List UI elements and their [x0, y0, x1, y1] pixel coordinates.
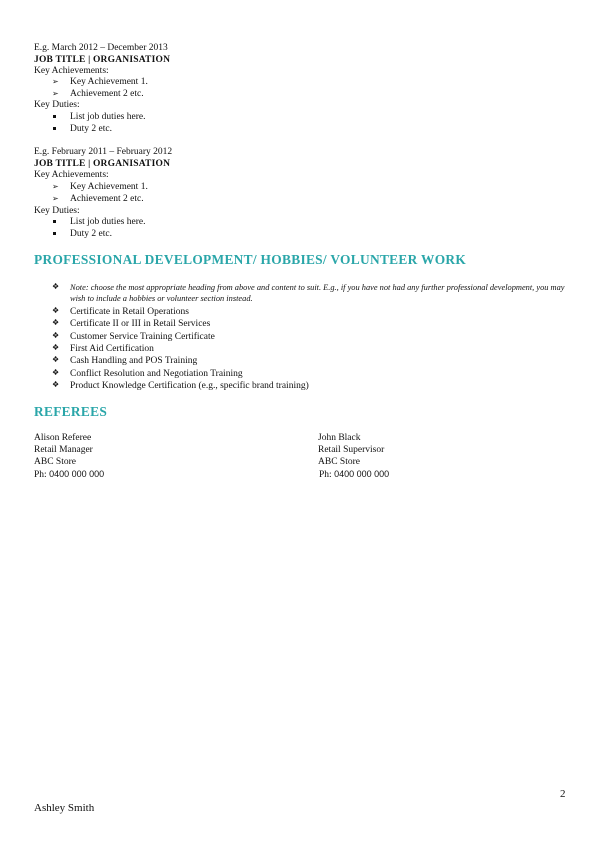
professional-note: Note: choose the most appropriate heading from above and content to suit. E.g., if you have not had any further professional development, you may wish to include a hobbies or volunteer section instead.: [70, 283, 565, 303]
job-2-achievement-2: Achievement 2 etc.: [70, 194, 144, 204]
square-bullet-icon: [53, 232, 56, 235]
job-1-achievements-label: Key Achievements:: [34, 66, 109, 76]
referee-left-name: Alison Referee: [34, 433, 92, 443]
referee-right-phone: [319, 468, 389, 481]
professional-item-7: Product Knowledge Certification (e.g., specific brand training): [70, 381, 309, 391]
job-1-duties-label: Key Duties:: [34, 100, 80, 110]
arrow-bullet-icon: ➢: [52, 77, 59, 86]
square-bullet-icon: [53, 220, 56, 223]
referee-right-company: ABC Store: [318, 457, 360, 467]
referee-left-role: Retail Manager: [34, 445, 93, 455]
referee-right-phone-number: 0400 000 000: [334, 469, 390, 479]
job-1-dates: E.g. March 2012 – December 2013: [34, 43, 168, 53]
arrow-bullet-icon: ➢: [52, 182, 59, 191]
job-1-title: JOB TITLE | ORGANISATION: [34, 55, 171, 65]
job-2-achievement-1: Key Achievement 1.: [70, 182, 148, 192]
job-1-achievement-2: Achievement 2 etc.: [70, 89, 144, 99]
diamond-bullet-icon: ❖: [52, 331, 60, 340]
professional-item-1: Certificate in Retail Operations: [70, 307, 189, 317]
professional-development-heading: PROFESSIONAL DEVELOPMENT/ HOBBIES/ VOLUNTEER WORK: [34, 252, 467, 267]
diamond-bullet-icon: ❖: [52, 282, 60, 291]
referee-left-company: ABC Store: [34, 457, 76, 467]
job-2-achievements-label: Key Achievements:: [34, 170, 109, 180]
job-1-achievement-1: Key Achievement 1.: [70, 77, 148, 87]
diamond-bullet-icon: ❖: [52, 368, 60, 377]
professional-item-2: Certificate II or III in Retail Services: [70, 319, 211, 329]
arrow-bullet-icon: ➢: [52, 194, 59, 203]
professional-item-4: First Aid Certification: [70, 344, 154, 354]
diamond-bullet-icon: ❖: [52, 380, 60, 389]
square-bullet-icon: [53, 115, 56, 118]
arrow-bullet-icon: ➢: [52, 89, 59, 98]
referee-left-phone: [34, 468, 104, 481]
job-2-title: JOB TITLE | ORGANISATION: [34, 159, 171, 169]
diamond-bullet-icon: ❖: [52, 343, 60, 352]
footer-name: Ashley Smith: [34, 802, 95, 814]
referees-heading: REFEREES: [34, 404, 108, 419]
diamond-bullet-icon: ❖: [52, 355, 60, 364]
diamond-bullet-icon: ❖: [52, 306, 60, 315]
referee-right-name: John Black: [318, 433, 361, 443]
job-1-duty-1: List job duties here.: [70, 112, 146, 122]
job-2-duty-2: Duty 2 etc.: [70, 229, 112, 239]
professional-item-6: Conflict Resolution and Negotiation Training: [70, 369, 243, 379]
page-number: 2: [560, 788, 566, 800]
square-bullet-icon: [53, 127, 56, 130]
referee-left-phone-label: Ph:: [34, 470, 47, 480]
diamond-bullet-icon: ❖: [52, 318, 60, 327]
job-2-dates: E.g. February 2011 – February 2012: [34, 147, 173, 157]
job-1-duty-2: Duty 2 etc.: [70, 124, 112, 134]
referee-left-phone-number: 0400 000 000: [49, 469, 105, 479]
job-2-duty-1: List job duties here.: [70, 217, 146, 227]
professional-item-3: Customer Service Training Certificate: [70, 332, 215, 342]
professional-item-5: Cash Handling and POS Training: [70, 356, 198, 366]
referee-right-role: Retail Supervisor: [318, 445, 385, 455]
job-2-duties-label: Key Duties:: [34, 206, 80, 216]
referee-right-phone-label: Ph:: [319, 470, 332, 480]
